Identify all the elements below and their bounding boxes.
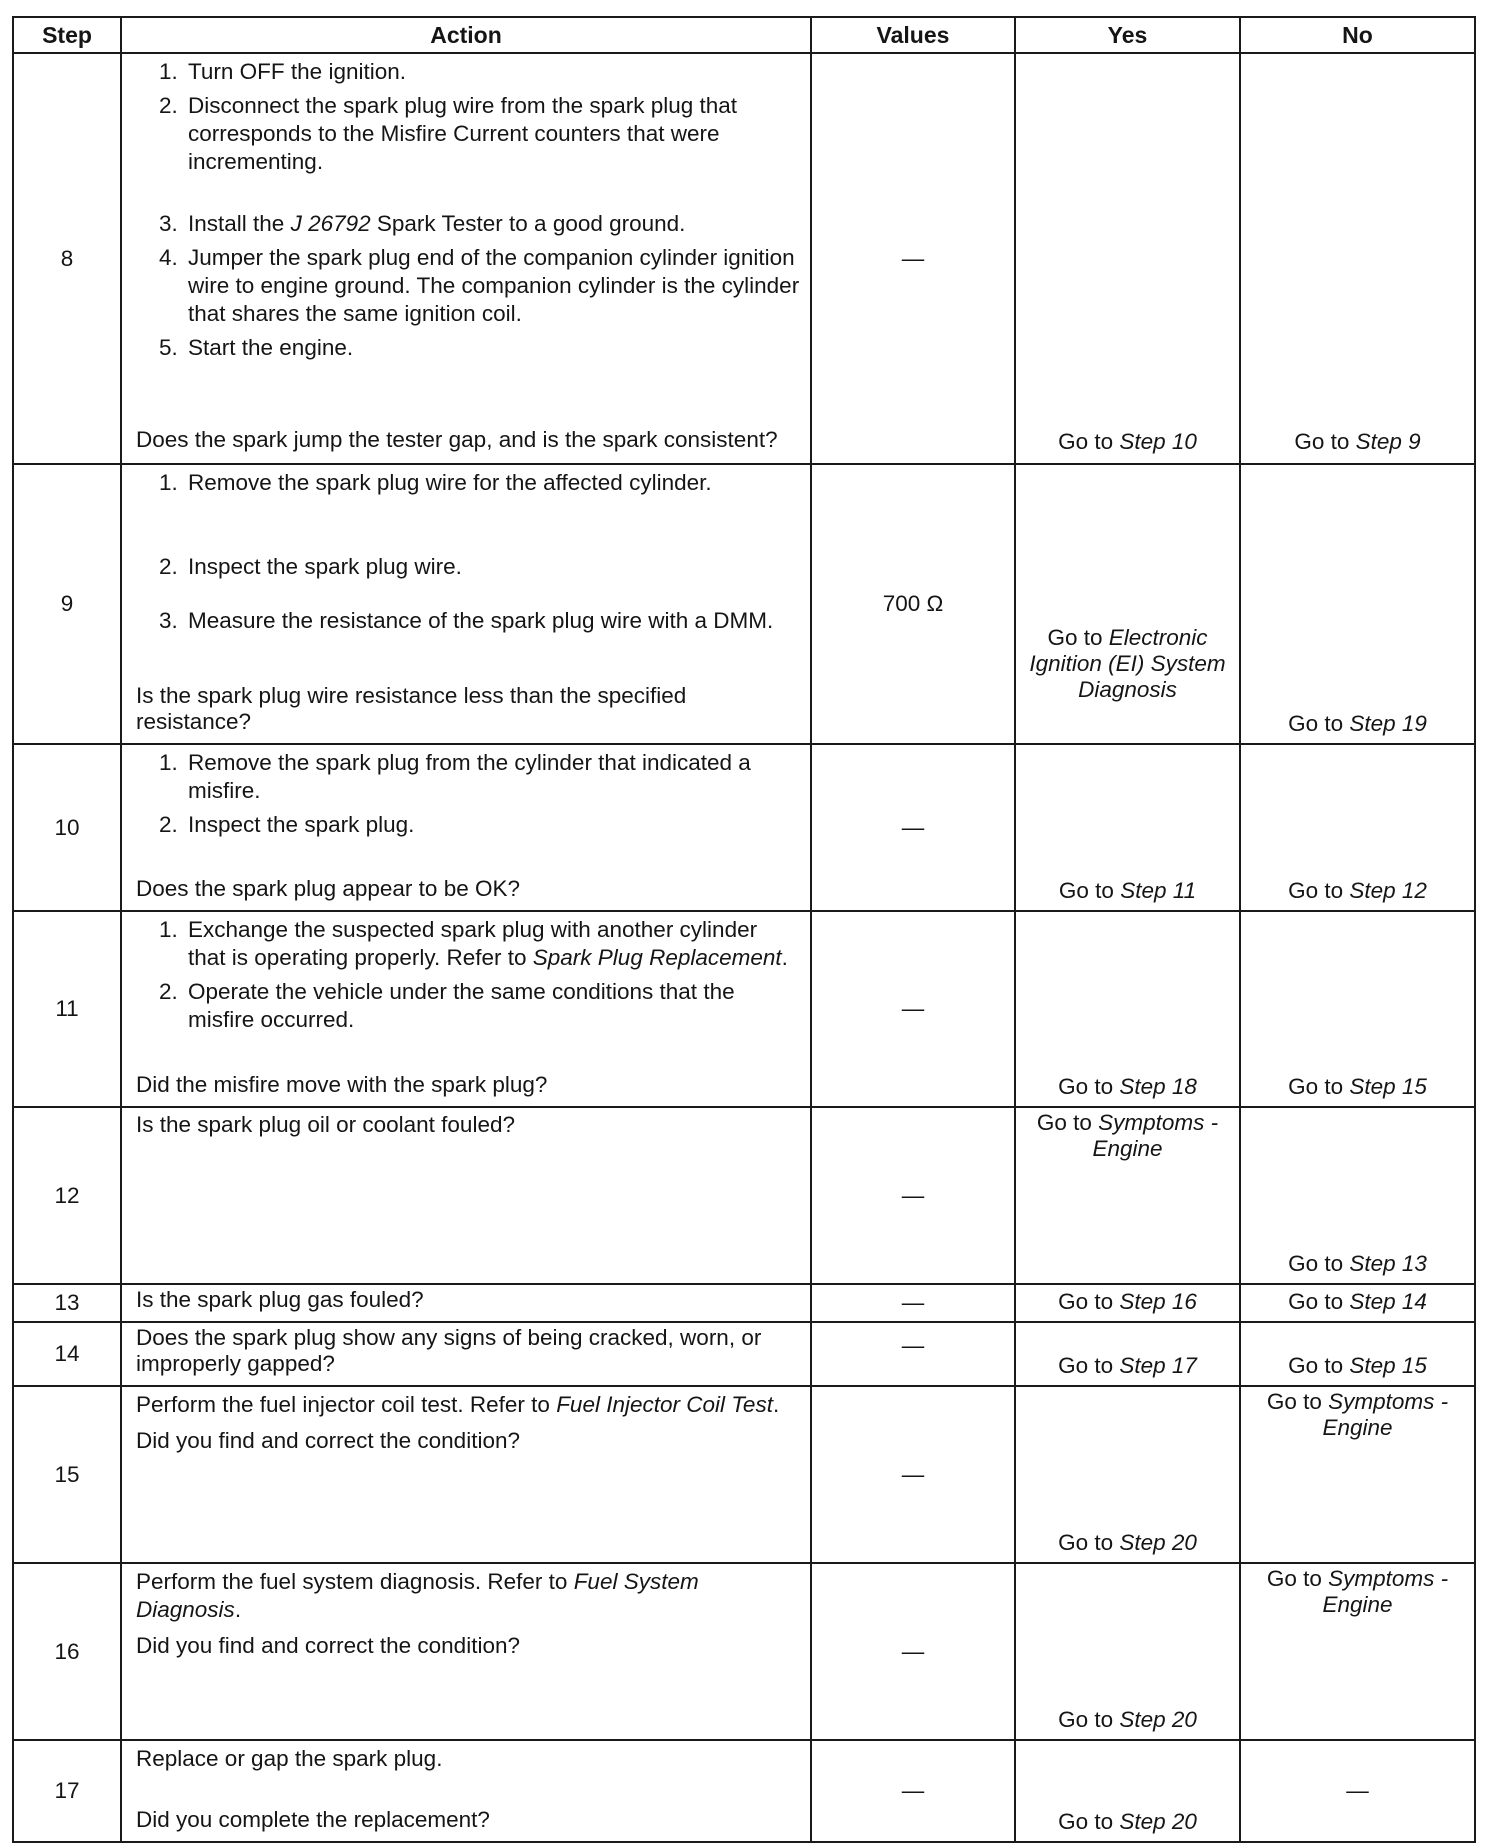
action-cell [121,1107,811,1284]
list-item: 3. Install the J 26792 Spark Tester to a good ground. [184,210,800,238]
action-cell [121,1386,811,1563]
no-cell [1240,1322,1475,1386]
yes-cell [1015,744,1240,911]
list-item: 2. Disconnect the spark plug wire from the spark plug that corresponds to the Misfire Current counters that were incrementing. [184,92,800,176]
step-number: 16 [13,1563,121,1740]
header-row [13,17,1475,53]
step-number: 11 [13,911,121,1107]
yes-cell [1015,1284,1240,1322]
list-item: 4. Jumper the spark plug end of the companion cylinder ignition wire to engine ground. The companion cylinder is the cylinder that shares the same ignition coil. [184,244,800,328]
action-cell [121,911,811,1107]
diagnostic-page [12,16,1474,1843]
value-cell: — [811,1322,1015,1386]
yes-link[interactable]: Go to Step 20 [1058,1707,1197,1732]
list-item: 1. Remove the spark plug wire for the affected cylinder. [184,469,800,497]
step-number: 15 [13,1386,121,1563]
reference-link[interactable]: Spark Plug Replacement [532,945,782,970]
no-cell [1240,1284,1475,1322]
no-link[interactable]: Go to Step 9 [1294,429,1421,454]
header-step: Step [13,17,121,53]
value-cell: — [811,53,1015,464]
step-number: 10 [13,744,121,911]
yes-link[interactable]: Go to Electronic Ignition (EI) System Diagnosis [1029,625,1226,702]
yes-link[interactable]: Go to Step 18 [1058,1074,1197,1099]
yes-cell [1015,1386,1240,1563]
table-row [13,744,1475,911]
list-item: 2. Inspect the spark plug wire. [184,553,800,581]
list-item: 1. Remove the spark plug from the cylinder that indicated a misfire. [184,749,800,805]
value-cell: — [811,1284,1015,1322]
value-cell: — [811,1386,1015,1563]
action-cell [121,1740,811,1842]
value-cell: — [811,911,1015,1107]
question-text: Is the spark plug gas fouled? [136,1287,424,1312]
action-steps [136,916,800,1040]
value-cell: — [811,744,1015,911]
tool-reference: J 26792 [290,211,371,236]
step-number: 17 [13,1740,121,1842]
yes-cell [1015,1322,1240,1386]
action-cell [121,744,811,911]
diagnostic-table [12,16,1476,1843]
list-item: 2. Operate the vehicle under the same conditions that the misfire occurred. [184,978,800,1034]
list-item: 5. Start the engine. [184,334,800,362]
no-cell [1240,464,1475,744]
yes-link[interactable]: Go to Step 16 [1058,1289,1197,1314]
yes-cell [1015,464,1240,744]
question-text: Is the spark plug oil or coolant fouled? [136,1112,515,1137]
list-item: 2. Inspect the spark plug. [184,811,800,839]
step-number: 12 [13,1107,121,1284]
no-cell [1240,1107,1475,1284]
table-row [13,1740,1475,1842]
table-row [13,53,1475,464]
header-values: Values [811,17,1015,53]
no-cell [1240,1386,1475,1563]
table-row [13,1563,1475,1740]
reference-link[interactable]: Fuel System Diagnosis [136,1569,699,1622]
yes-link[interactable]: Go to Step 20 [1058,1530,1197,1555]
action-cell [121,53,811,464]
action-cell [121,1284,811,1322]
reference-link[interactable]: Fuel Injector Coil Test [556,1392,773,1417]
question-text: Did you complete the replacement? [136,1807,490,1832]
no-link[interactable]: Go to Symptoms - Engine [1266,1389,1449,1440]
header-no: No [1240,17,1475,53]
value-cell: — [811,1740,1015,1842]
table-row [13,1322,1475,1386]
action-cell [121,1322,811,1386]
action-cell [121,464,811,744]
list-item: 3. Measure the resistance of the spark plug wire with a DMM. [184,607,800,635]
list-item: 1. Turn OFF the ignition. [184,58,800,86]
yes-cell [1015,53,1240,464]
action-instruction: Perform the fuel injector coil test. Refer to Fuel Injector Coil Test. [136,1392,780,1417]
value-cell: — [811,1563,1015,1740]
yes-link[interactable]: Go to Step 11 [1058,878,1197,903]
no-link[interactable]: Go to Step 15 [1288,1074,1427,1099]
yes-cell [1015,1107,1240,1284]
no-link[interactable]: Go to Symptoms - Engine [1266,1566,1449,1617]
question-text: Does the spark jump the tester gap, and is the spark consistent? [136,427,778,452]
table-row [13,1107,1475,1284]
yes-cell [1015,1563,1240,1740]
table-row [13,1386,1475,1563]
question-text: Is the spark plug wire resistance less than the specified resistance? [136,683,687,734]
no-cell [1240,53,1475,464]
value-cell: 700 Ω [811,464,1015,744]
step-number: 8 [13,53,121,464]
action-steps [136,749,800,845]
yes-link[interactable]: Go to Step 20 [1058,1809,1197,1834]
no-link[interactable]: Go to Step 14 [1288,1289,1427,1314]
question-text: Did you find and correct the condition? [136,1633,520,1658]
action-instruction: Replace or gap the spark plug. [136,1746,443,1771]
no-cell [1240,911,1475,1107]
step-number: 13 [13,1284,121,1322]
step-number: 9 [13,464,121,744]
no-link[interactable]: Go to Step 15 [1288,1353,1427,1378]
yes-link[interactable]: Go to Step 10 [1058,429,1197,454]
no-cell [1240,1563,1475,1740]
question-text: Did the misfire move with the spark plug? [136,1072,548,1097]
action-instruction: Perform the fuel system diagnosis. Refer to Fuel System Diagnosis. [136,1569,699,1622]
yes-cell [1015,1740,1240,1842]
table-row [13,911,1475,1107]
value-cell: — [811,1107,1015,1284]
header-action: Action [121,17,811,53]
list-item: 1. Exchange the suspected spark plug with another cylinder that is operating properly. Refer to Spark Plug Replacement. [184,916,800,972]
question-text: Does the spark plug show any signs of being cracked, worn, or improperly gapped? [136,1325,762,1376]
action-steps [136,58,800,368]
no-link[interactable]: Go to Step 12 [1288,878,1427,903]
action-cell [121,1563,811,1740]
table-row [13,464,1475,744]
no-cell [1240,744,1475,911]
table-row [13,1284,1475,1322]
header-yes: Yes [1015,17,1240,53]
yes-cell [1015,911,1240,1107]
step-number: 14 [13,1322,121,1386]
yes-link[interactable]: Go to Step 17 [1058,1353,1197,1378]
question-text: Does the spark plug appear to be OK? [136,876,520,901]
no-cell: — [1240,1740,1475,1842]
yes-link[interactable]: Go to Symptoms - Engine [1036,1110,1219,1161]
question-text: Did you find and correct the condition? [136,1428,520,1453]
no-link[interactable]: Go to Step 13 [1288,1251,1427,1276]
no-link[interactable]: Go to Step 19 [1288,711,1427,736]
action-steps [136,469,800,641]
